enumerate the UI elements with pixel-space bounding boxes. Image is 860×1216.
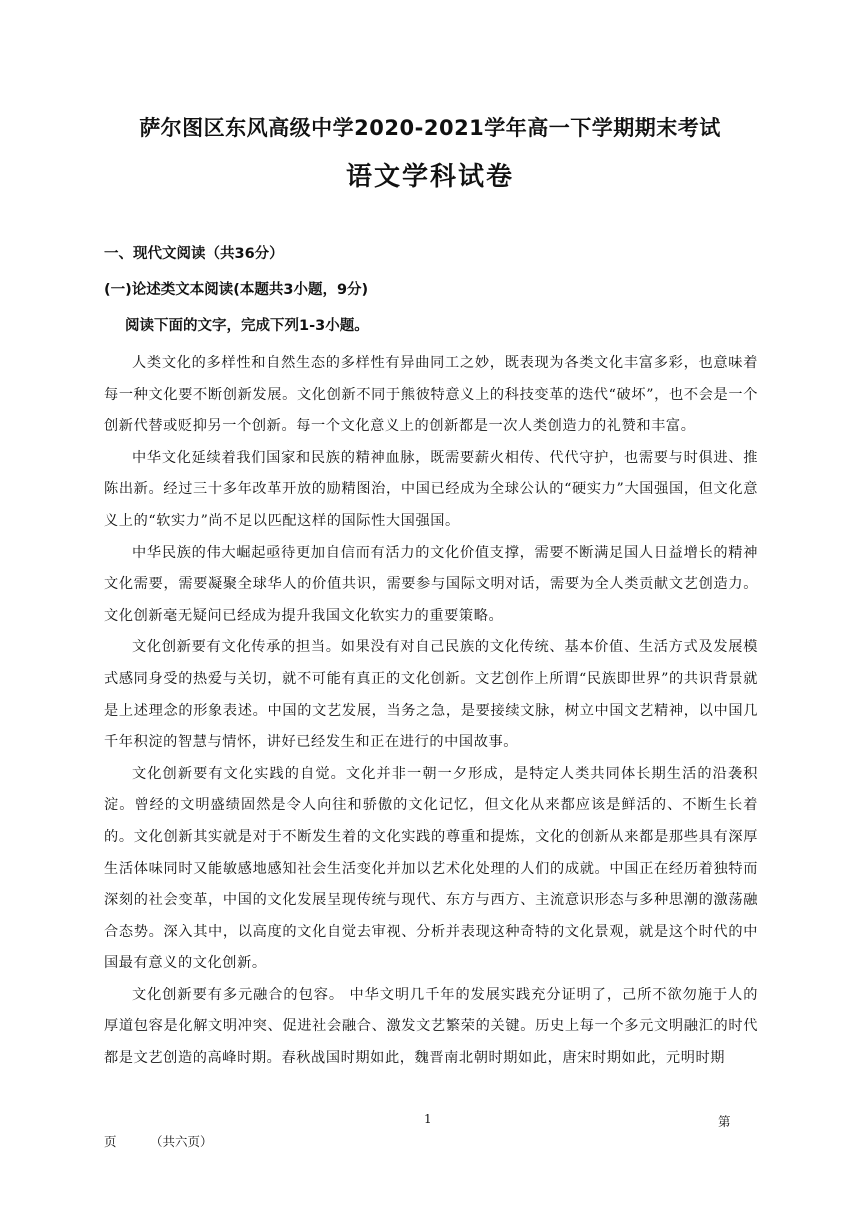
exam-title: 萨尔图区东风高级中学2020-2021学年高一下学期期末考试 <box>139 116 721 140</box>
paragraph-6: 文化创新要有多元融合的包容。 中华文明几千年的发展实践充分证明了，己所不欲勿施于人的厚道包容是化解文明冲突、促进社会融合、激发文艺繁荣的关键。历史上每一个多元文明融汇的时代都是文艺创造的高峰时期。春秋战国时期如此，魏晋南北朝时期如此，唐宋时期如此，元明时期 <box>104 986 758 1067</box>
footer-di: 第 <box>718 1114 731 1129</box>
footer-ye: 页 <box>104 1134 117 1149</box>
page-number: 1 <box>424 1112 432 1126</box>
page-content <box>104 244 758 1075</box>
paragraph-4: 文化创新要有文化传承的担当。如果没有对自己民族的文化传统、基本价值、生活方式及发展模式感同身受的热爱与关切，就不可能有真正的文化创新。文艺创作上所谓“民族即世界”的共识背景就是上述理念的形象表述。中国的文艺发展，当务之急，是要接续文脉，树立中国文艺精神，以中国几千年积淀的智慧与情怀，讲好已经发生和正在进行的中国故事。 <box>104 639 758 751</box>
subsection-heading: (一)论述类文本阅读(本题共3小题，9分) <box>104 282 369 298</box>
paragraph-5: 文化创新要有文化实践的自觉。文化并非一朝一夕形成，是特定人类共同体长期生活的沿袭积淀。曾经的文明盛绩固然是令人向往和骄傲的文化记忆，但文化从来都应该是鲜活的、不断生长着的。文化创新其实就是对于不断发生着的文化实践的尊重和提炼，文化的创新从来都是那些具有深厚生活体味同时又能敏感地感知社会生活变化并加以艺术化处理的人们的成就。中国正在经历着独特而深刻的社会变革，中国的文化发展呈现传统与现代、东方与西方、主流意识形态与多种思潮的激荡融合态势。深入其中，以高度的文化自觉去审视、分析并表现这种奇特的文化景观，就是这个时代的中国最有意义的文化创新。 <box>104 765 758 972</box>
section-heading: 一、现代文阅读（共36分） <box>104 246 284 262</box>
paragraph-2: 中华文化延续着我们国家和民族的精神血脉，既需要薪火相传、代代守护，也需要与时俱进、推陈出新。经过三十多年改革开放的励精图治，中国已经成为全球公认的“硬实力”大国强国，但文化意义上的“软实力”尚不足以匹配这样的国际性大国强国。 <box>104 449 758 529</box>
paragraph-1: 人类文化的多样性和自然生态的多样性有异曲同工之妙，既表现为各类文化丰富多彩，也意味着每一种文化要不断创新发展。文化创新不同于熊彼特意义上的科技变革的迭代“破坏”，也不会是一个创新代替或贬抑另一个创新。每一个文化意义上的创新都是一次人类创造力的礼赞和丰富。 <box>104 355 758 435</box>
reading-instruction: 阅读下面的文字，完成下列1-3小题。 <box>125 318 369 334</box>
exam-subtitle: 语文学科试卷 <box>345 162 514 192</box>
paragraph-3: 中华民族的伟大崛起亟待更加自信而有活力的文化价值支撑，需要不断满足国人日益增长的精神文化需要，需要凝聚全球华人的价值共识，需要参与国际文明对话，需要为全人类贡献文艺创造力。文化创新毫无疑问已经成为提升我国文化软实力的重要策略。 <box>104 544 758 624</box>
footer-total-pages: （共六页） <box>150 1134 213 1149</box>
